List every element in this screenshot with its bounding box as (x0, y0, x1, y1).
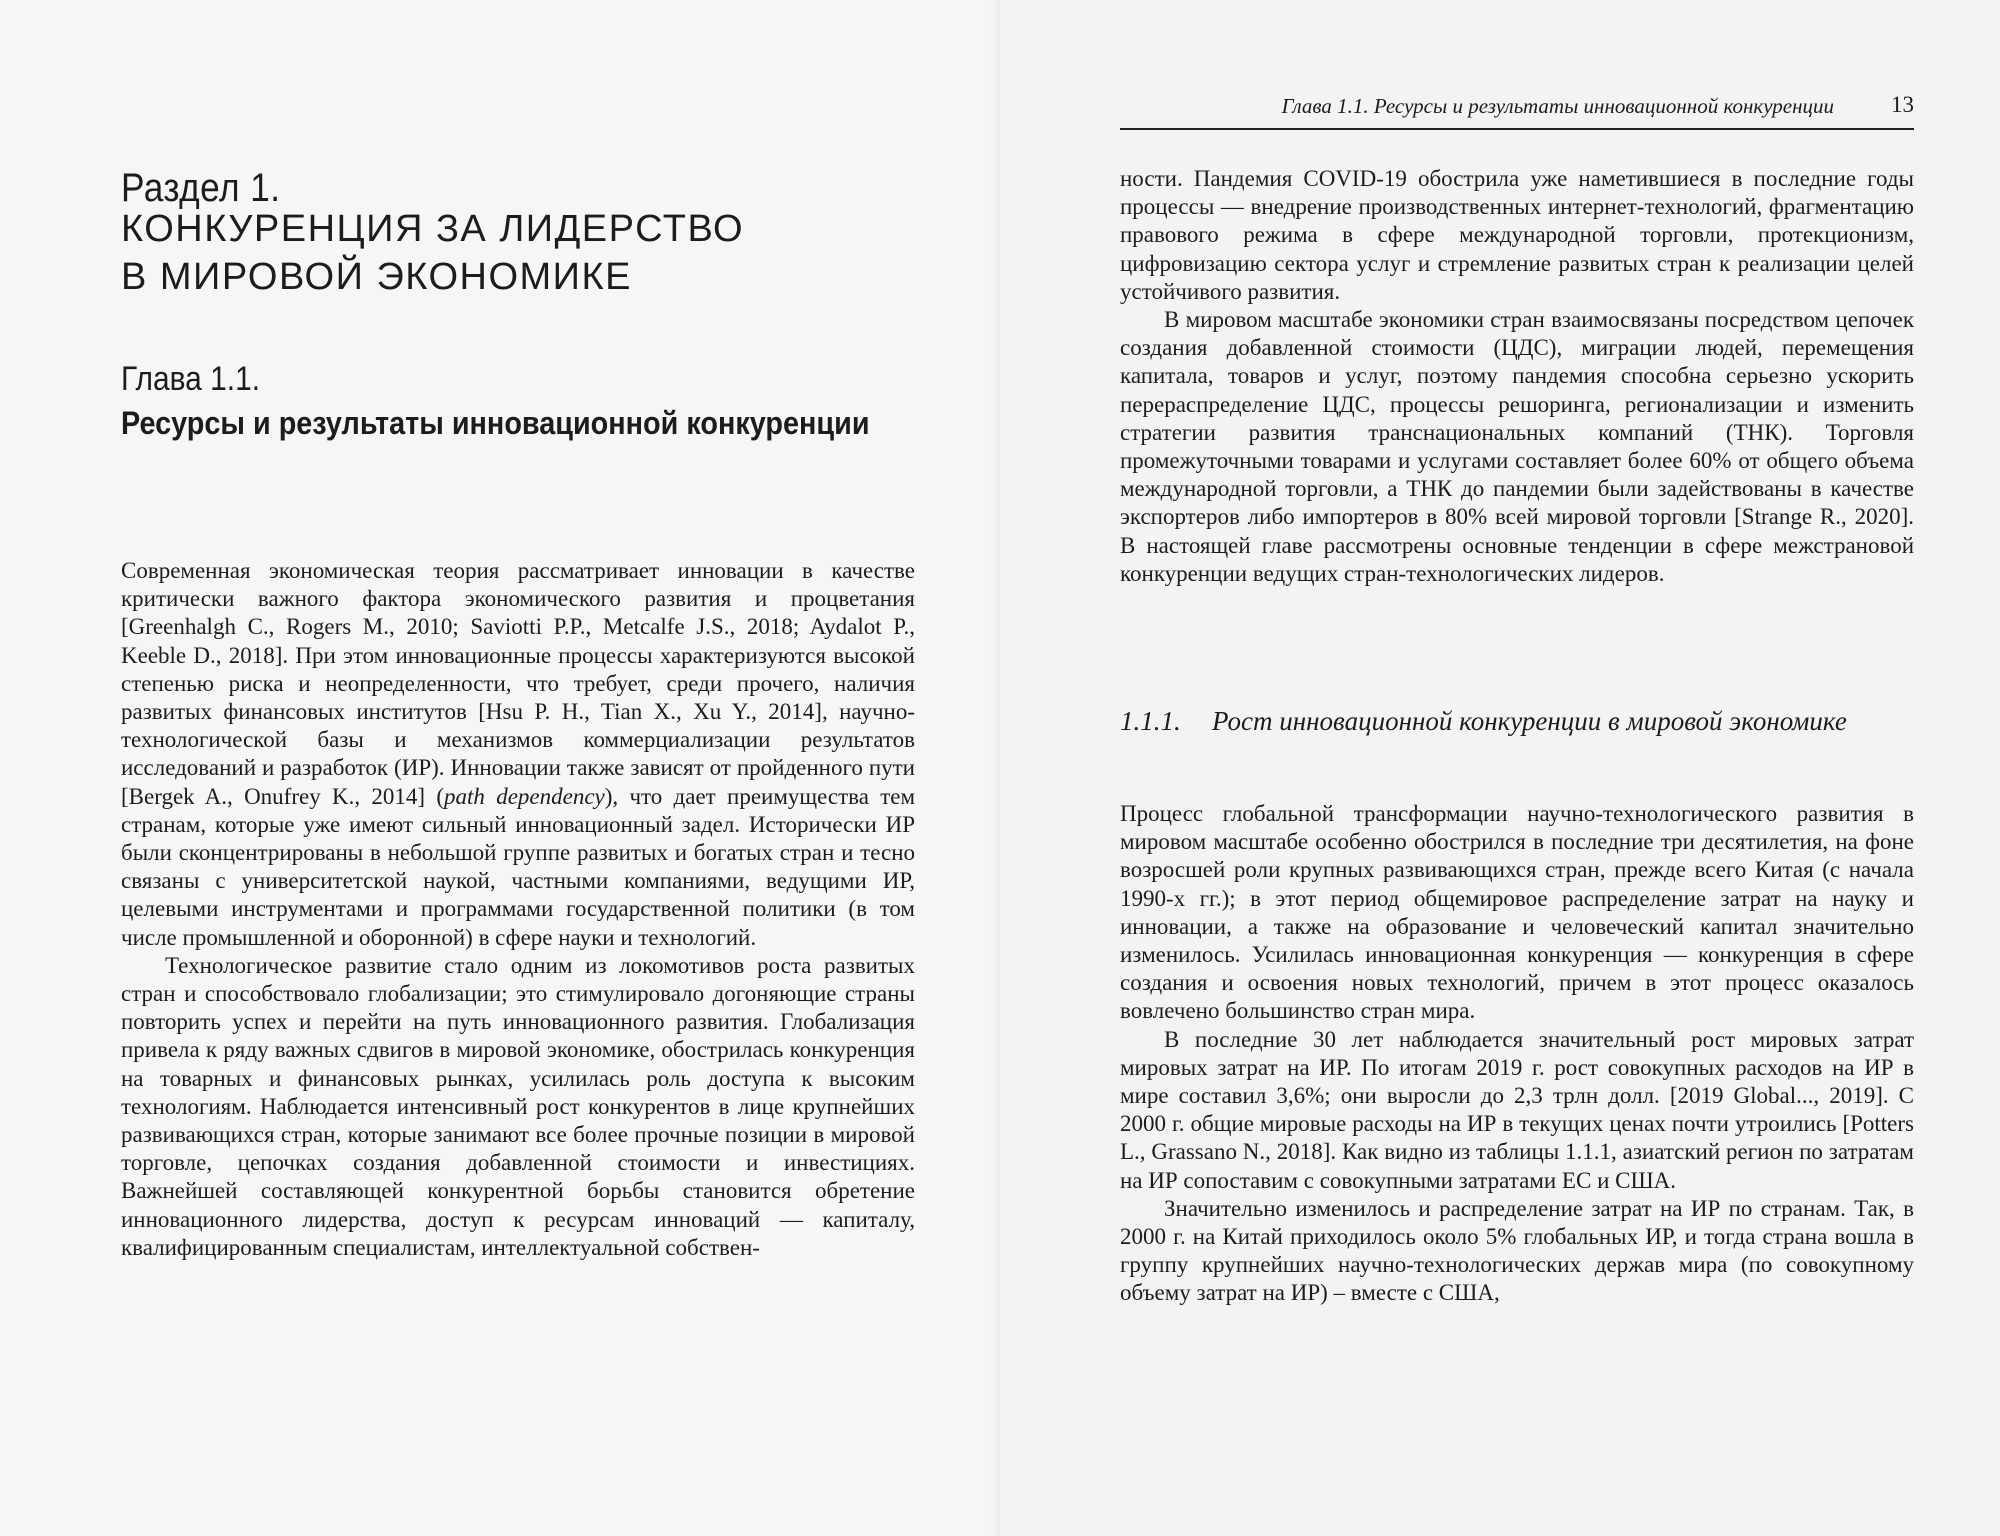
chapter-title: Ресурсы и результаты инновационной конкуренции (121, 405, 870, 441)
paragraph: В последние 30 лет наблюдается значительный рост мировых затрат мировых затрат на ИР. По итогам 2019 г. рост совокупных расходов на ИР в мире составил 3,6%; они выросли до 2,3 трлн долл. [2019 Global..., 2019]. С 2000 г. общие мировые расходы на ИР в текущих ценах почти утроились [Potters L., Grassano N., 2018]. Как видно из таблицы 1.1.1, азиатский регион по затратам на ИР сопоставим с совокупными затратами ЕС и США. (1120, 1026, 1914, 1193)
running-head-title: Глава 1.1. Ресурсы и результаты инновационной конкуренции (1281, 94, 1834, 118)
right-page (1000, 0, 2000, 1536)
paragraph: В мировом масштабе экономики стран взаимосвязаны посредством цепочек создания добавленной стоимости (ЦДС), миграции людей, перемещения капитала, товаров и услуг, поэтому пандемия способна серьезно ускорить перераспределение ЦДС, процессы решоринга, регионализации и изменить стратегии развития транснациональных компаний (ТНК). Торговля промежуточными товарами и услугами составляет более 60% от общего объема международной торговли, а ТНК до пандемии были задействованы в качестве экспортеров либо импортеров в 80% всей мировой торговли [Strange R., 2020]. В настоящей главе рассмотрены основные тенденции в сфере межстрановой конкуренции ведущих стран-технологических лидеров. (1120, 307, 1914, 586)
paragraph: Значительно изменилось и распределение затрат на ИР по странам. Так, в 2000 г. на Китай приходилось около 5% глобальных ИР, и тогда страна вошла в группу крупнейших научно-технологических держав мира (по совокупному объему затрат на ИР) – вместе с США, (1120, 1195, 1914, 1306)
paragraph-italic: path dependency (444, 783, 605, 809)
paragraph: Процесс глобальной трансформации научно-технологического развития в мировом масштабе особенно обострился в последние три десятилетия, на фоне возросшей роли крупных развивающихся стран, прежде всего Китая (с начала 1990-х гг.); в этот период общемировое распределение затрат на науку и инновации, а также на образование и человеческий капитал значительно изменилось. Усилилась инновационная конкуренция — конкуренция в сфере создания и освоения новых технологий, причем в этот процесс оказалось вовлечено большинство стран мира. (1120, 801, 1914, 1024)
running-head (1120, 94, 1914, 130)
section-title-line-1: КОНКУРЕНЦИЯ ЗА ЛИДЕРСТВО (121, 208, 745, 250)
paragraph (121, 557, 915, 952)
paragraph-text: ), что дает преимущества тем странам, которые уже имеют сильный инновационный задел. Исторически ИР были сконцентрированы в небольшой группе развитых и богатых стран и тесно связаны с университетской наукой, частными компаниями, ведущими ИР, целевыми инструментами и программами государственной политики (в том числе промышленной и оборонной) в сфере науки и технологий. (121, 783, 916, 950)
right-body-text-top (1120, 165, 1914, 588)
subsection-number: 1.1.1. (1120, 706, 1181, 736)
section-title-line-2: В МИРОВОЙ ЭКОНОМИКЕ (121, 256, 632, 298)
right-body-text-bottom (1120, 800, 1914, 1308)
section-title (121, 205, 881, 301)
left-body-text (121, 557, 915, 1262)
paragraph: ности. Пандемия COVID-19 обострила уже наметившиеся в последние годы процессы — внедрение производственных интернет-технологий, фрагментацию правового режима в сфере международной торговли, протекционизм, цифровизацию сектора услуг и стремление развитых стран к реализации целей устойчивого развития. (1120, 166, 1914, 304)
section-label: Раздел 1. (121, 166, 281, 210)
subsection-heading (1120, 703, 1914, 739)
chapter-label: Глава 1.1. (121, 360, 261, 398)
subsection-title: Рост инновационной конкуренции в мировой экономике (1212, 706, 1847, 736)
paragraph: Технологическое развитие стало одним из локомотивов роста развитых стран и способствовало глобализации; это стимулировало догоняющие страны повторить успех и перейти на путь инновационного развития. Глобализация привела к ряду важных сдвигов в мировой экономике, обострилась конкуренция на товарных и финансовых рынках, усилилась роль доступа к высоким технологиям. Наблюдается интенсивный рост конкурентов в лице крупнейших развивающихся стран, которые занимают все более прочные позиции в мировой торговле, цепочках создания добавленной стоимости и инвестициях. Важнейшей составляющей конкурентной борьбы становится обретение инновационного лидерства, доступ к ресурсам инноваций — капиталу, квалифицированным специалистам, интеллектуальной собствен- (121, 952, 915, 1260)
page-number: 13 (1891, 92, 1914, 117)
paragraph-text: Современная экономическая теория рассматривает инновации в качестве критически важного фактора экономического развития и процветания [Greenhalgh C., Rogers M., 2010; Saviotti P.P., Metcalfe J.S., 2018; Aydalot P., Keeble D., 2018]. При этом инновационные процессы характеризуются высокой степенью риска и неопределенности, что требует, среди прочего, наличия развитых финансовых институтов [Hsu P. H., Tian X., Xu Y., 2014], научно-технологической базы и механизмов коммерциализации результатов исследований и разработок (ИР). Инновации также зависят от пройденного пути [Bergek A., Onufrey K., 2014] ( (121, 558, 915, 809)
